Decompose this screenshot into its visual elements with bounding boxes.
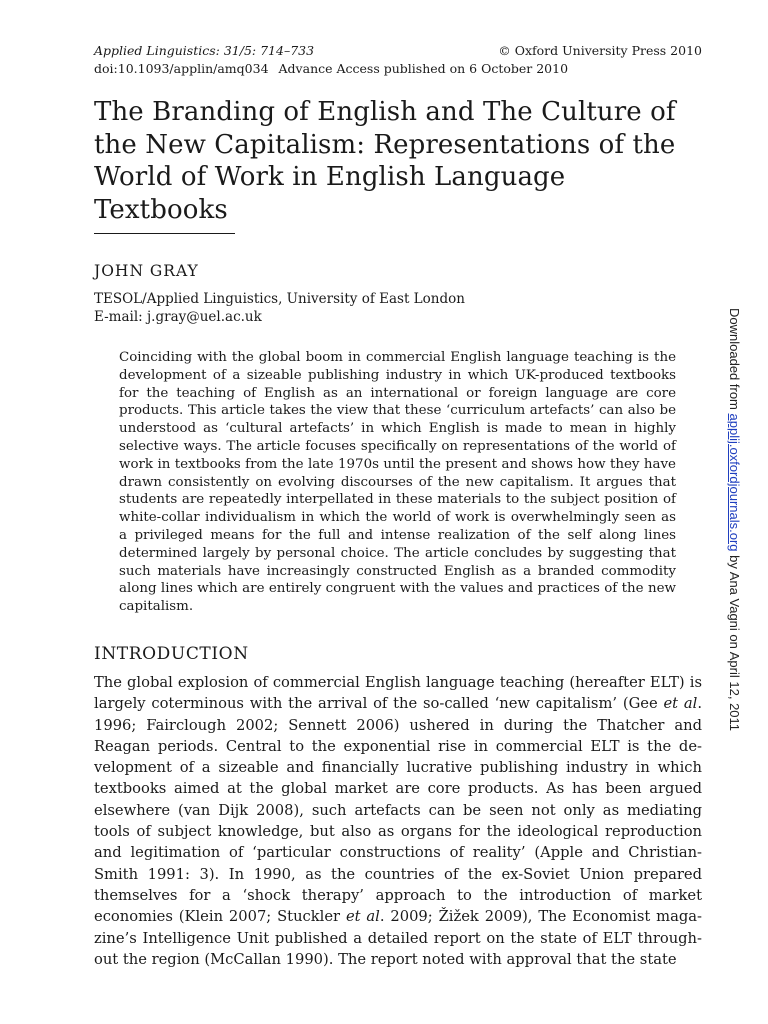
citation-et-al: et al <box>345 908 380 926</box>
author-name: JOHN GRAY <box>94 262 199 280</box>
citation-et-al: et al <box>663 695 698 713</box>
abstract: Coinciding with the global boom in commercial English language teaching is the development of a sizeable publishing industry in which UK-produced textbooks for the teaching of English as an international or foreign language are core products. This article takes the view that these ‘curriculum artefacts’ can also be understood as ‘cultural artefacts’ in which English is made to mean in highly selective ways. The article focuses specifically on representations of the world of work in textbooks from the late 1970s until the present and shows how they have drawn consistently on evolving discourses of the new capitalism. It argues that students are repeatedly interpellated in these materials to the subject position of white-collar individualism in which the world of work is overwhelmingly seen as a privileged means for the full and intense realization of the self along lines determined largely by personal choice. The article concludes by suggesting that such materials have increasingly constructed English as a branded commodity along lines which are entirely congruent with the values and practices of the new capitalism. <box>119 350 676 615</box>
running-header <box>94 42 702 60</box>
download-suffix: by Ana Vagni on April 12, 2011 <box>727 551 742 732</box>
body-text-part: . 2009; Žižek 2009), The Economist magazine’s Intelligence Unit published a detailed report on the state of ELT throughout the region (McCallan 1990). The report noted with approval that the state <box>94 908 702 968</box>
download-watermark-text <box>724 308 744 731</box>
download-watermark <box>724 308 744 732</box>
author-affiliation-block <box>94 290 465 326</box>
doi: doi:10.1093/applin/amq034 <box>94 61 269 76</box>
journal-site-link[interactable]: applij.oxfordjournals.org <box>727 413 742 552</box>
affiliation: TESOL/Applied Linguistics, University of East London <box>94 291 465 307</box>
article-title: The Branding of English and The Culture of the New Capitalism: Representations of the World of Work in English Language Textbooks <box>94 97 676 225</box>
author-email: E-mail: j.gray@uel.ac.uk <box>94 309 262 325</box>
advance-access: Advance Access published on 6 October 2010 <box>278 61 569 76</box>
section-heading: INTRODUCTION <box>94 644 249 664</box>
body-text-part: The global explosion of commercial English language teaching (hereafter ELT) is largely coterminous with the arrival of the so-called ‘new capitalism’ (Gee <box>94 674 702 713</box>
copyright-notice: © Oxford University Press 2010 <box>498 43 702 58</box>
doi-line <box>94 60 702 78</box>
title-divider <box>94 233 235 234</box>
journal-citation: Applied Linguistics: 31/5: 714–733 <box>94 43 315 58</box>
body-text-part: . 1996; Fairclough 2002; Sennett 2006) ushered in during the Thatcher and Reagan periods. Central to the exponential rise in commercial ELT is the development of a sizeable and financially lucrative publishing industry in which textbooks aimed at the global market are core products. As has been argued elsewhere (van Dijk 2008), such artefacts can be seen not only as mediating tools of subject knowledge, but also as organs for the ideological reproduction and legitimation of ‘particular constructions of reality’ (Apple and Christian-Smith 1991: 3). In 1990, as the countries of the ex-Soviet Union prepared themselves for a ‘shock therapy’ approach to the introduction of market economies (Klein 2007; Stuckler <box>94 695 702 926</box>
body-paragraph <box>94 672 702 970</box>
download-prefix: Downloaded from <box>727 308 742 414</box>
